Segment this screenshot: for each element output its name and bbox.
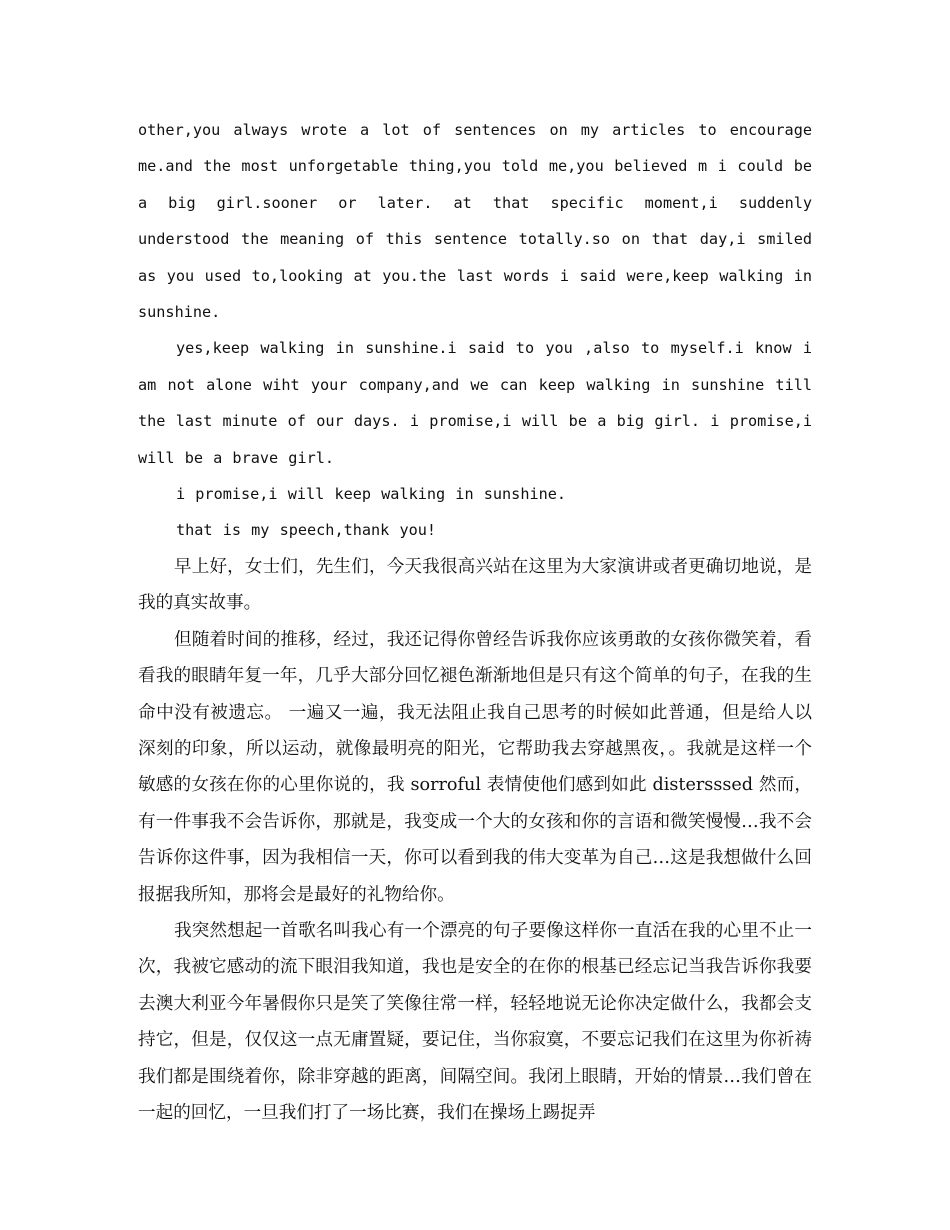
document-page bbox=[138, 112, 812, 1131]
paragraph-chinese-1: 早上好，女士们，先生们，今天我很高兴站在这里为大家演讲或者更确切地说，是我的真实故事。 bbox=[138, 556, 812, 614]
paragraph-english-2: yes,keep walking in sunshine.i said to you ,also to myself.i know i am not alone wiht your company,and we can keep walking in sunshine till the last minute of our days. i promise,i will be a big girl. i promise,i will be a brave girl. bbox=[138, 339, 812, 467]
paragraph-english-4: that is my speech,thank you! bbox=[176, 521, 437, 540]
paragraph-chinese-3: 我突然想起一首歌名叫我心有一个漂亮的句子要像这样你一直活在我的心里不止一次，我被它感动的流下眼泪我知道，我也是安全的在你的根基已经忘记当我告诉你我要去澳大利亚今年暑假你只是笑了笑像往常一样，轻轻地说无论你决定做什么，我都会支持它，但是，仅仅这一点无庸置疑，要记住，当你寂寞，不要忘记我们在这里为你祈祷我们都是围绕着你，除非穿越的距离，间隔空间。我闭上眼睛，开始的情景…我们曾在一起的回忆，一旦我们打了一场比赛，我们在操场上踢捉弄 bbox=[138, 920, 812, 1123]
paragraph-english-3: i promise,i will keep walking in sunshine. bbox=[176, 485, 567, 504]
paragraph-english-1: other,you always wrote a lot of sentences on my articles to encourage me.and the most unforgetable thing,you told me,you believed m i could be a big girl.sooner or later. at that specific moment,i suddenly understood the meaning of this sentence totally.so on that day,i smiled as you used to,looking at you.the last words i said were,keep walking in sunshine. bbox=[138, 121, 812, 322]
paragraph-chinese-2: 但随着时间的推移，经过，我还记得你曾经告诉我你应该勇敢的女孩你微笑着，看看我的眼睛年复一年，几乎大部分回忆褪色渐渐地但是只有这个简单的句子，在我的生命中没有被遗忘。 一遍又一遍，我无法阻止我自己思考的时候如此普通，但是给人以深刻的印象，所以运动，就像最明亮的阳光，它帮助我去穿越黑夜，。我就是这样一个敏感的女孩在你的心里你说的，我 sorroful 表情使他们感到如此 distersssed 然而，有一件事我不会告诉你，那就是，我变成一个大的女孩和你的言语和微笑慢慢…我不会告诉你这件事，因为我相信一天，你可以看到我的伟大变革为自己…这是我想做什么回报据我所知，那将会是最好的礼物给你。 bbox=[138, 629, 812, 905]
